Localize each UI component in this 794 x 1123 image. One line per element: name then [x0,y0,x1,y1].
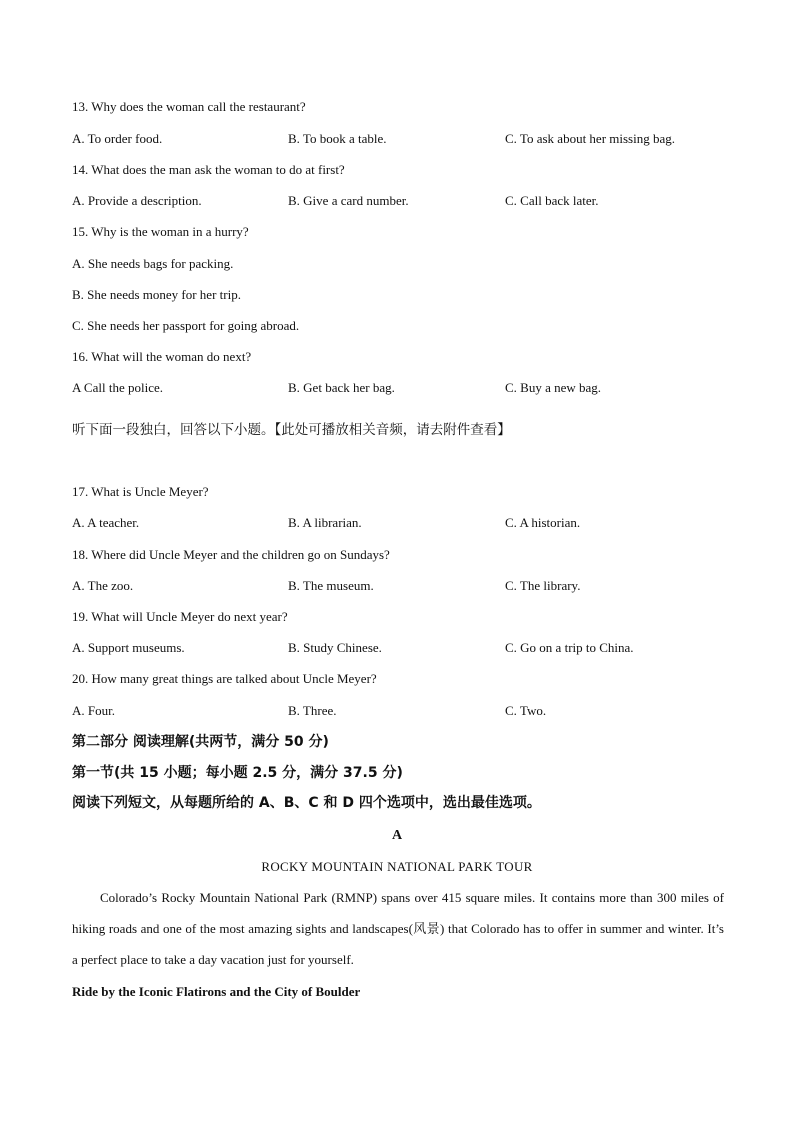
question-19-option-b: B. Study Chinese. [288,640,382,655]
question-15-option-c: C. She needs her passport for going abroad. [72,318,300,333]
question-19-option-a: A. Support museums. [72,640,185,655]
question-17-option-b: B. A librarian. [288,515,362,530]
reading-instruction: 阅读下列短文，从每题所给的 A、B、C 和 D 四个选项中，选出最佳选项。 [72,795,541,811]
passage-title: ROCKY MOUNTAIN NATIONAL PARK TOUR [261,859,533,874]
question-14-option-c: C. Call back later. [505,193,599,208]
question-16-option-a: A Call the police. [72,380,163,395]
question-20-option-c: C. Two. [505,703,547,718]
question-16-option-b: B. Get back her bag. [288,380,395,395]
question-17-stem: 17. What is Uncle Meyer? [72,484,209,499]
question-18-stem: 18. Where did Uncle Meyer and the children go on Sundays? [72,547,390,562]
question-15-stem: 15. Why is the woman in a hurry? [72,224,249,239]
passage-letter: A [391,828,403,843]
question-17-option-c: C. A historian. [505,515,581,530]
question-18-option-c: C. The library. [505,578,581,593]
question-15-option-a: A. She needs bags for packing. [72,256,234,271]
part-two-heading: 第二部分 阅读理解(共两节，满分 50 分) [72,734,329,750]
question-20-stem: 20. How many great things are talked about Uncle Meyer? [72,671,377,686]
question-18-option-a: A. The zoo. [72,578,134,593]
question-18-option-b: B. The museum. [288,578,374,593]
monologue-instruction: 听下面一段独白，回答以下小题。【此处可播放相关音频，请去附件查看】 [72,422,511,438]
section-one-heading: 第一节(共 15 小题；每小题 2.5 分，满分 37.5 分) [72,765,403,781]
question-13-stem: 13. Why does the woman call the restaurant? [72,99,306,114]
passage-subheading: Ride by the Iconic Flatirons and the City of Boulder [72,984,361,999]
question-20-option-b: B. Three. [288,703,337,718]
question-16-option-c: C. Buy a new bag. [505,380,602,395]
question-13-option-c: C. To ask about her missing bag. [505,131,676,146]
question-13-option-a: A. To order food. [72,131,163,146]
question-19-option-c: C. Go on a trip to China. [505,640,634,655]
question-17-option-a: A. A teacher. [72,515,140,530]
question-20-option-a: A. Four. [72,703,115,718]
question-13-option-b: B. To book a table. [288,131,387,146]
question-14-option-b: B. Give a card number. [288,193,409,208]
question-19-stem: 19. What will Uncle Meyer do next year? [72,609,288,624]
passage-paragraph: Colorado’s Rocky Mountain National Park (RMNP) spans over 415 square miles. It contains more than 300 miles of hiking roads and one of the most amazing sights and landscapes(风景) that Colorado has to offer in summer and winter. It’s a perfect place to take a day vacation just for yourself. [72,890,724,967]
question-16-stem: 16. What will the woman do next? [72,349,252,364]
question-15-option-b: B. She needs money for her trip. [72,287,241,302]
question-14-stem: 14. What does the man ask the woman to do at first? [72,162,345,177]
question-14-option-a: A. Provide a description. [72,193,202,208]
